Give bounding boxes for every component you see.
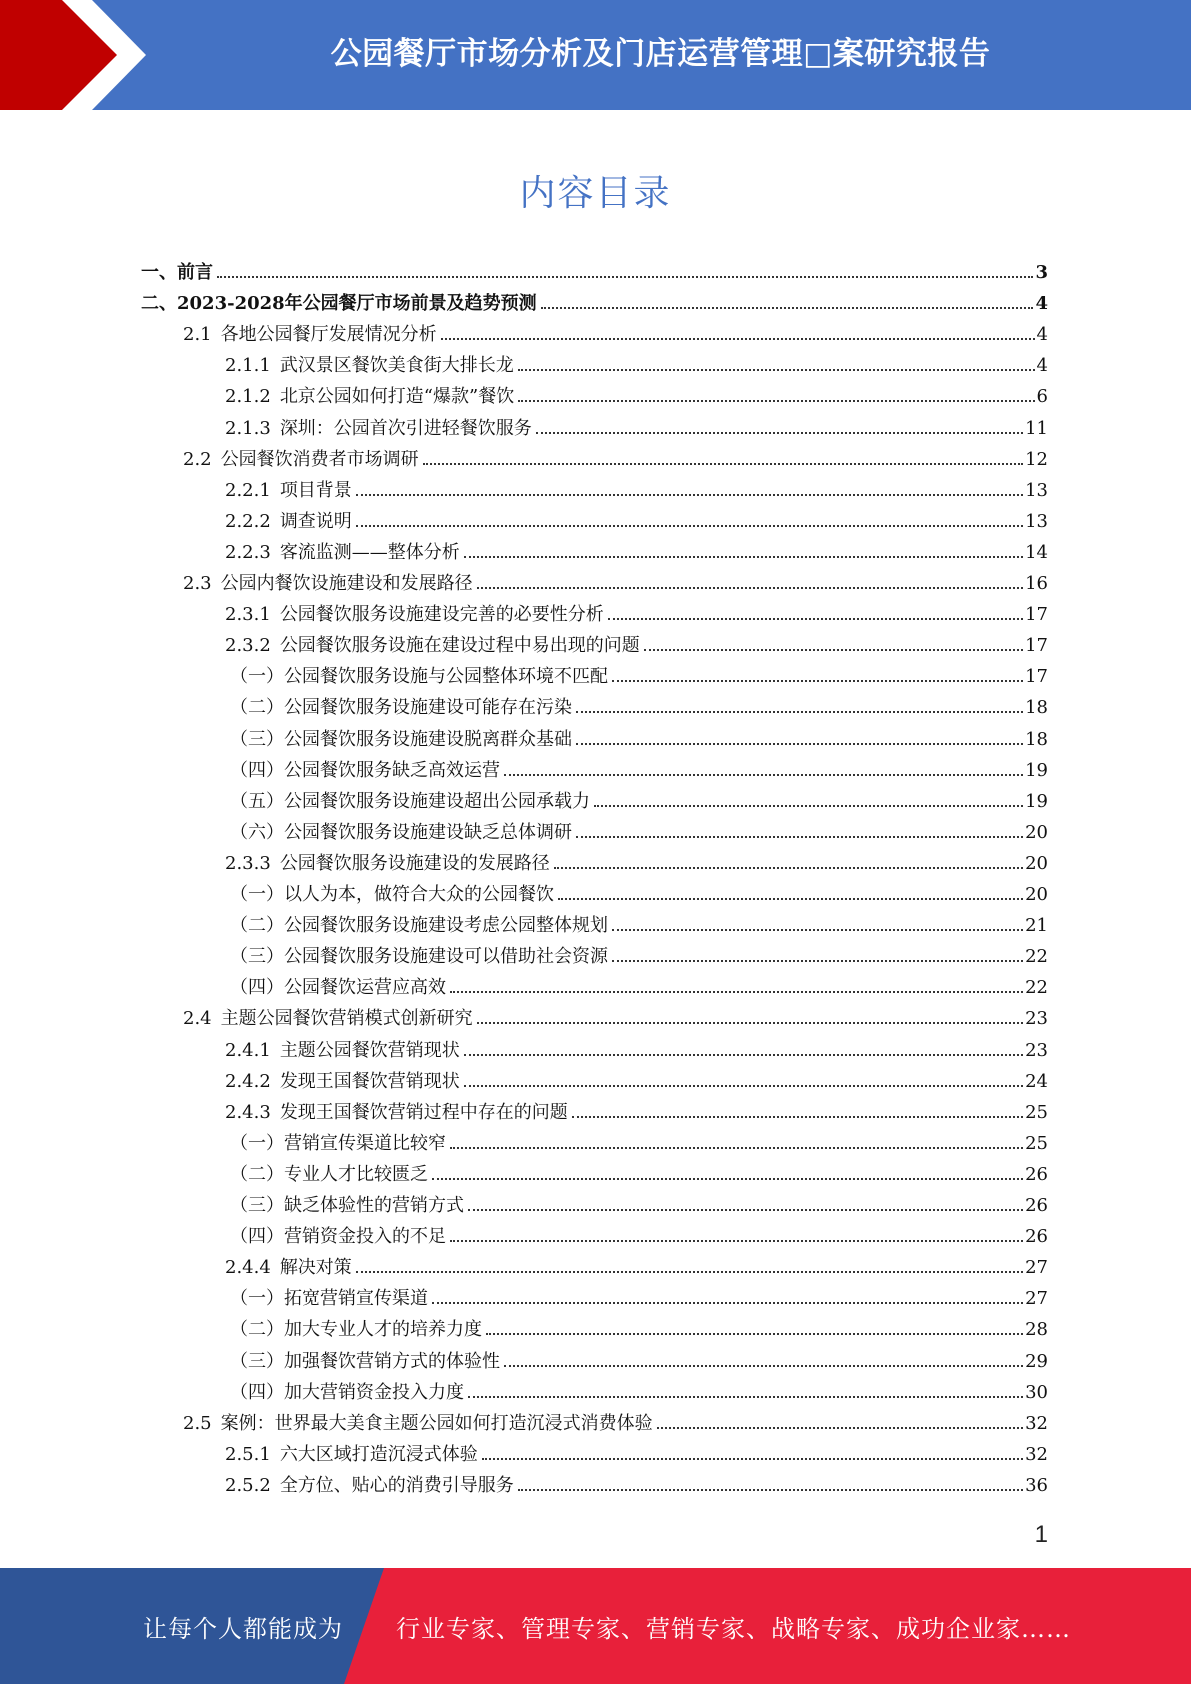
toc-entry-page: 18 (1025, 697, 1048, 719)
toc-entry-page: 26 (1025, 1195, 1048, 1216)
toc-entry-label (230, 1133, 446, 1155)
toc-entry-title: 发现王国餐饮营销过程中存在的问题 (279, 1101, 568, 1123)
toc-dot-leader (504, 774, 1023, 776)
toc-dot-leader (432, 1302, 1023, 1304)
toc-entry-label (225, 418, 532, 440)
toc-entry-label (230, 1319, 482, 1341)
toc-entry-title: 公园餐饮消费者市场调研 (220, 448, 419, 470)
toc-entry-label (230, 1351, 500, 1373)
toc-entry-number: 2.2.2 (225, 510, 271, 532)
toc-entry-title: 武汉景区餐饮美食街大排长龙 (279, 355, 514, 377)
toc-entry-page: 21 (1025, 915, 1048, 937)
toc-entry-title: 主题公园餐饮营销现状 (279, 1039, 460, 1061)
toc-entry-title: （一）公园餐饮服务设施与公园整体环境不匹配 (230, 666, 608, 688)
toc-entry-title: 案例：世界最大美食主题公园如何打造沉浸式消费体验 (220, 1412, 653, 1434)
toc-entry-number: 2.3 (183, 573, 212, 594)
toc-entry-page: 14 (1025, 541, 1048, 563)
toc-dot-leader (536, 432, 1023, 434)
toc-entry-title: （二）公园餐饮服务设施建设可能存在污染 (230, 697, 572, 719)
toc-entry-title: 深圳：公园首次引进轻餐饮服务 (279, 417, 532, 439)
toc-entry-label (141, 262, 213, 284)
toc-entry[interactable] (230, 906, 1048, 937)
toc-entry[interactable] (230, 968, 1048, 999)
toc-dot-leader (612, 960, 1023, 962)
toc-entry-page: 16 (1025, 573, 1048, 594)
toc-entry-title: 六大区域打造沉浸式体验 (279, 1443, 478, 1465)
toc-entry-label (225, 511, 352, 533)
toc-dot-leader (576, 711, 1023, 713)
toc-entry-page: 17 (1025, 635, 1048, 657)
toc-dot-leader (576, 836, 1023, 838)
toc-entry-number: 2.5.1 (225, 1443, 271, 1465)
toc-entry[interactable] (183, 315, 1048, 346)
toc-entry-label (225, 635, 640, 657)
toc-entry-number: 2.3.3 (225, 852, 271, 874)
toc-entry-page: 20 (1025, 821, 1048, 843)
toc-entry-number: 2.1.1 (225, 355, 271, 377)
toc-entry[interactable] (225, 502, 1048, 533)
toc-entry-number: 2.1.2 (225, 386, 271, 408)
toc-entry-page: 18 (1025, 728, 1048, 750)
footer-slogan-right: 行业专家、管理专家、营销专家、战略专家、成功企业家…… (396, 1615, 1071, 1643)
toc-dot-leader (518, 369, 1035, 371)
toc-entry-number: 2.3.1 (225, 604, 271, 626)
page-number: 1 (1034, 1521, 1048, 1548)
toc-entry-title: （二）公园餐饮服务设施建设考虑公园整体规划 (230, 915, 608, 937)
toc-entry-title: 主题公园餐饮营销模式创新研究 (220, 1008, 473, 1030)
toc-entry-title: 调查说明 (279, 510, 352, 532)
toc-dot-leader (644, 649, 1023, 651)
toc-dot-leader (657, 1427, 1023, 1429)
toc-entry-page: 17 (1025, 604, 1048, 626)
toc-entry[interactable] (225, 1062, 1048, 1093)
toc-entry-number: 2.2.1 (225, 479, 271, 501)
toc-entry-title: 公园餐饮服务设施建设的发展路径 (279, 852, 550, 874)
toc-entry-number: 2.3.2 (225, 635, 271, 657)
toc-dot-leader (356, 525, 1023, 527)
toc-heading: 内容目录 (519, 173, 672, 214)
toc-entry-label (230, 1164, 428, 1186)
toc-entry[interactable] (225, 1093, 1048, 1124)
toc-entry-label (225, 480, 352, 502)
toc-entry-label (225, 386, 514, 408)
toc-entry[interactable] (225, 533, 1048, 564)
toc-entry-title: （四）营销资金投入的不足 (230, 1226, 446, 1248)
toc-entry[interactable] (225, 1435, 1048, 1466)
toc-entry-page: 20 (1025, 852, 1048, 874)
toc-entry-label (225, 1475, 514, 1497)
toc-entry-title: （三）公园餐饮服务设施建设可以借助社会资源 (230, 946, 608, 968)
toc-entry[interactable] (230, 751, 1048, 782)
toc-entry[interactable] (183, 440, 1048, 471)
toc-dot-leader (558, 898, 1023, 900)
toc-entry-label (183, 573, 473, 595)
toc-entry-title: 二、2023-2028年公园餐厅市场前景及趋势预测 (141, 293, 537, 315)
toc-entry-title: 一、前言 (141, 262, 213, 283)
toc-entry-number: 2.4.1 (225, 1039, 271, 1061)
toc-entry-title: 公园内餐饮设施建设和发展路径 (220, 573, 473, 594)
toc-entry-page: 19 (1025, 759, 1048, 781)
toc-entry-label (183, 324, 437, 346)
toc-dot-leader (464, 1085, 1023, 1087)
toc-entry-label (225, 1040, 460, 1062)
toc-dot-leader (464, 556, 1023, 558)
toc-entry-title: 发现王国餐饮营销现状 (279, 1070, 460, 1092)
toc-entry[interactable] (225, 626, 1048, 657)
toc-entry-number: 2.2 (183, 448, 212, 470)
toc-entry[interactable] (230, 688, 1048, 719)
toc-entry[interactable] (230, 1217, 1048, 1248)
toc-entry-title: （六）公园餐饮服务设施建设缺乏总体调研 (230, 821, 572, 843)
toc-entry-page: 36 (1025, 1474, 1048, 1496)
toc-entry-number: 2.1 (183, 324, 212, 346)
toc-entry-number: 2.4.2 (225, 1070, 271, 1092)
toc-entry[interactable] (230, 1342, 1048, 1373)
toc-entry-title: （五）公园餐饮服务设施建设超出公园承载力 (230, 790, 590, 812)
toc-entry-page: 30 (1025, 1381, 1048, 1403)
toc-entry-page: 24 (1025, 1070, 1048, 1092)
toc-dot-leader (477, 1022, 1023, 1024)
toc-entry-title: （二）加大专业人才的培养力度 (230, 1319, 482, 1341)
toc-dot-leader (504, 1365, 1023, 1367)
toc-entry-label (225, 1444, 478, 1466)
toc-entry-label (225, 542, 460, 564)
toc-dot-leader (518, 1489, 1023, 1491)
toc-entry-label (230, 760, 500, 782)
toc-dot-leader (217, 276, 1033, 278)
toc-dot-leader (482, 1458, 1023, 1460)
toc-entry-title: 项目背景 (279, 479, 352, 501)
toc-entry-label (230, 915, 608, 937)
toc-entry-title: 各地公园餐厅发展情况分析 (220, 324, 437, 346)
toc-dot-leader (518, 400, 1034, 402)
toc-entry-label (230, 1382, 464, 1404)
toc-entry-number: 2.4.4 (225, 1257, 271, 1279)
toc-entry[interactable] (225, 1031, 1048, 1062)
toc-entry-page: 23 (1025, 1039, 1048, 1061)
toc-entry-page: 29 (1025, 1350, 1048, 1372)
toc-entry-label (230, 1226, 446, 1248)
toc-entry-title: 北京公园如何打造“爆款”餐饮 (279, 386, 515, 408)
toc-entry-page: 23 (1025, 1008, 1048, 1030)
toc-entry-label (230, 1288, 428, 1310)
toc-entry[interactable] (225, 377, 1048, 408)
toc-entry-page: 4 (1035, 293, 1048, 315)
toc-entry[interactable] (230, 720, 1048, 751)
toc-entry[interactable] (225, 844, 1048, 875)
toc-entry-label (230, 884, 554, 906)
toc-entry-page: 17 (1025, 666, 1048, 688)
toc-entry-label (230, 946, 608, 968)
toc-entry-page: 26 (1025, 1226, 1048, 1248)
toc-entry[interactable] (230, 813, 1048, 844)
toc-entry-label (230, 1195, 464, 1217)
toc-entry[interactable] (230, 937, 1048, 968)
toc-entry-page: 3 (1035, 262, 1048, 283)
toc-entry-label (225, 604, 604, 626)
toc-entry-page: 6 (1036, 386, 1048, 408)
toc-dot-leader (541, 307, 1034, 309)
toc-dot-leader (572, 1116, 1023, 1118)
toc-entry[interactable] (230, 1310, 1048, 1341)
toc-entry-label (141, 293, 537, 315)
toc-dot-leader (432, 1178, 1023, 1180)
toc-entry-label (225, 853, 550, 875)
toc-entry[interactable] (183, 564, 1048, 595)
toc-entry[interactable] (230, 1155, 1048, 1186)
toc-entry[interactable] (230, 1186, 1048, 1217)
toc-dot-leader (486, 1333, 1023, 1335)
toc-dot-leader (612, 680, 1023, 682)
toc-entry[interactable] (225, 346, 1048, 377)
toc-entry-title: （一）拓宽营销宣传渠道 (230, 1288, 428, 1310)
toc-entry-page: 25 (1025, 1101, 1048, 1123)
toc-entry-page: 25 (1025, 1132, 1048, 1154)
report-title: 公园餐厅市场分析及门店运营管理□案研究报告 (330, 36, 991, 72)
toc-entry[interactable] (230, 1279, 1048, 1310)
toc-entry-label (230, 822, 572, 844)
toc-entry-page: 11 (1025, 417, 1048, 439)
toc-dot-leader (594, 805, 1023, 807)
toc-entry[interactable] (230, 782, 1048, 813)
toc-entry-page: 32 (1025, 1412, 1048, 1434)
toc-entry[interactable] (225, 1248, 1048, 1279)
toc-entry-title: 公园餐饮服务设施建设完善的必要性分析 (279, 604, 604, 626)
toc-dot-leader (468, 1396, 1023, 1398)
toc-entry-page: 4 (1036, 355, 1048, 377)
toc-dot-leader (423, 463, 1023, 465)
footer-slogan-left: 让每个人都能成为 (143, 1615, 343, 1643)
toc-entry-page: 27 (1025, 1288, 1048, 1310)
toc-entry-page: 13 (1025, 510, 1048, 532)
toc-entry-page: 32 (1025, 1443, 1048, 1465)
toc-entry-label (230, 791, 590, 813)
toc-dot-leader (608, 618, 1023, 620)
toc-entry-label (230, 977, 446, 999)
toc-entry-label (183, 1008, 473, 1030)
toc-entry[interactable] (225, 409, 1048, 440)
toc-dot-leader (441, 338, 1035, 340)
toc-entry-title: （二）专业人才比较匮乏 (230, 1163, 428, 1185)
toc-entry-page: 27 (1025, 1257, 1048, 1279)
toc-entry-title: 解决对策 (279, 1257, 352, 1279)
toc-dot-leader (576, 743, 1023, 745)
toc-entry-label (230, 666, 608, 688)
toc-entry-page: 28 (1025, 1319, 1048, 1341)
toc-entry-label (225, 355, 514, 377)
toc-entry-title: （三）加强餐饮营销方式的体验性 (230, 1350, 500, 1372)
toc-entry-title: （一）以人为本，做符合大众的公园餐饮 (230, 884, 554, 905)
toc-entry-label (230, 697, 572, 719)
toc-entry-page: 26 (1025, 1163, 1048, 1185)
toc-entry-title: （四）公园餐饮运营应高效 (230, 977, 446, 999)
toc-dot-leader (450, 1240, 1023, 1242)
toc-entry[interactable] (230, 875, 1048, 906)
toc-dot-leader (612, 929, 1023, 931)
toc-dot-leader (464, 1054, 1023, 1056)
toc-entry-number: 2.5 (183, 1412, 212, 1434)
page-header (0, 0, 1191, 110)
toc-dot-leader (468, 1209, 1023, 1211)
toc-entry-number: 2.4.3 (225, 1101, 271, 1123)
toc-entry-label (230, 729, 572, 751)
toc-entry[interactable] (225, 595, 1048, 626)
toc-dot-leader (356, 1271, 1023, 1273)
toc-entry[interactable] (183, 1404, 1048, 1435)
toc-entry-title: 客流监测——整体分析 (279, 541, 460, 563)
toc-entry[interactable] (225, 471, 1048, 502)
toc-entry-page: 12 (1025, 448, 1048, 470)
toc-entry[interactable] (141, 284, 1048, 315)
toc-dot-leader (554, 867, 1023, 869)
toc-entry-label (225, 1102, 568, 1124)
toc-entry-title: （三）缺乏体验性的营销方式 (230, 1195, 464, 1216)
toc-dot-leader (356, 494, 1023, 496)
toc-entry[interactable] (230, 1373, 1048, 1404)
toc-entry-title: （一）营销宣传渠道比较窄 (230, 1132, 446, 1154)
toc-entry[interactable] (230, 1124, 1048, 1155)
toc-dot-leader (450, 991, 1023, 993)
toc-entry-page: 22 (1025, 977, 1048, 999)
toc-entry-label (183, 1413, 653, 1435)
toc-dot-leader (450, 1147, 1023, 1149)
toc-entry-page: 4 (1036, 324, 1048, 346)
toc-entry-number: 2.1.3 (225, 417, 271, 439)
toc-entry-page: 22 (1025, 946, 1048, 968)
toc-entry-title: （四）加大营销资金投入力度 (230, 1381, 464, 1403)
toc-entry-label (183, 449, 419, 471)
toc-entry-title: 全方位、贴心的消费引导服务 (279, 1474, 514, 1496)
toc-entry-page: 20 (1025, 884, 1048, 905)
toc-entry-page: 19 (1025, 790, 1048, 812)
toc-dot-leader (477, 587, 1023, 589)
toc-entry-title: 公园餐饮服务设施在建设过程中易出现的问题 (279, 635, 640, 657)
toc-entry-label (225, 1257, 352, 1279)
toc-entry-number: 2.4 (183, 1008, 212, 1030)
toc-entry-number: 2.2.3 (225, 541, 271, 563)
toc-entry[interactable] (230, 657, 1048, 688)
toc-entry-title: （三）公园餐饮服务设施建设脱离群众基础 (230, 728, 572, 750)
toc-entry-page: 13 (1025, 479, 1048, 501)
toc-entry[interactable] (141, 253, 1048, 284)
page-footer (0, 1568, 1191, 1684)
toc-entry[interactable] (183, 999, 1048, 1030)
toc-entry-number: 2.5.2 (225, 1474, 271, 1496)
toc-entry-label (225, 1071, 460, 1093)
toc-entry-title: （四）公园餐饮服务缺乏高效运营 (230, 759, 500, 781)
toc-entry[interactable] (225, 1466, 1048, 1497)
